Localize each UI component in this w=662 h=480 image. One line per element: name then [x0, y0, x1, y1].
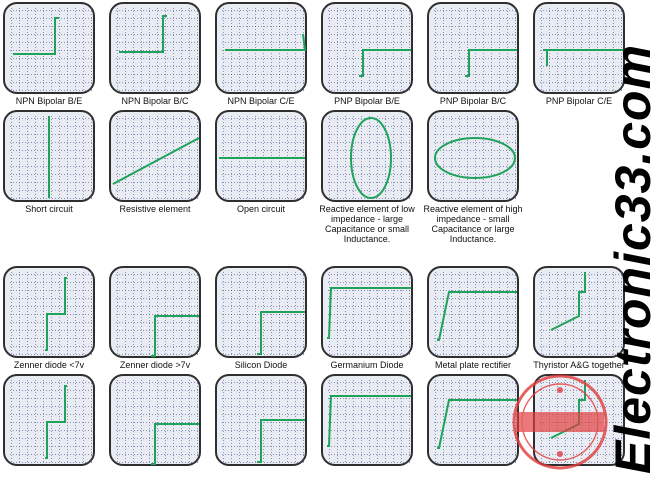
tile-caption: Reactive element of low impedance - large Capacitance or small Inductance.	[319, 204, 415, 244]
signature-tile	[3, 374, 95, 466]
pnp-bc-curve-icon	[429, 4, 517, 92]
wide-ellipse-curve-icon	[429, 112, 517, 200]
signature-tile	[427, 374, 519, 466]
signature-tile	[427, 2, 519, 94]
signature-tile	[321, 110, 413, 202]
zener-high-curve-icon	[111, 376, 199, 464]
tile-caption: PNP Bipolar C/E	[545, 96, 613, 106]
tile-caption: Zenner diode >7v	[119, 360, 191, 370]
signature-tile	[109, 374, 201, 466]
signature-tile	[321, 374, 413, 466]
tile-caption: Resistive element	[119, 204, 191, 214]
open-circuit-curve-icon	[217, 112, 305, 200]
tile-caption: Reactive element of high impedance - small Capacitance or large Inductance.	[423, 204, 523, 244]
tile-caption: Short circuit	[25, 204, 73, 214]
signature-tile	[427, 266, 519, 358]
tile-caption: NPN Bipolar B/C	[121, 96, 189, 106]
metal-rectifier-curve-icon	[429, 376, 517, 464]
signature-tile	[321, 266, 413, 358]
watermark-stamp-icon	[510, 372, 610, 472]
silicon-diode-curve-icon	[217, 376, 305, 464]
tile-caption: NPN Bipolar B/E	[15, 96, 83, 106]
germanium-diode-curve-icon	[323, 376, 411, 464]
tile-caption: Germanium Diode	[330, 360, 404, 370]
tile-caption: Silicon Diode	[234, 360, 288, 370]
signature-tile	[215, 266, 307, 358]
tall-ellipse-curve-icon	[323, 112, 411, 200]
tile-caption: PNP Bipolar B/C	[439, 96, 507, 106]
signature-tile	[215, 110, 307, 202]
tile-caption: PNP Bipolar B/E	[334, 96, 400, 106]
watermark-text: Electronic33.com	[605, 43, 661, 474]
pnp-be-curve-icon	[323, 4, 411, 92]
zener-high-curve-icon	[111, 268, 199, 356]
signature-tile	[3, 2, 95, 94]
npn-bc-curve-icon	[111, 4, 199, 92]
signature-tile	[3, 266, 95, 358]
zener-low-curve-icon	[5, 376, 93, 464]
npn-ce-curve-icon	[217, 4, 305, 92]
tile-caption: Zenner diode <7v	[13, 360, 85, 370]
germanium-diode-curve-icon	[323, 268, 411, 356]
signature-tile	[109, 2, 201, 94]
signature-tile	[215, 2, 307, 94]
npn-be-curve-icon	[5, 4, 93, 92]
short-circuit-curve-icon	[5, 112, 93, 200]
tile-caption: Metal plate rectifier	[434, 360, 512, 370]
tile-caption: NPN Bipolar C/E	[227, 96, 295, 106]
tile-caption: Open circuit	[236, 204, 286, 214]
resistive-curve-icon	[111, 112, 199, 200]
tile-caption: Thyristor A&G together	[533, 360, 625, 370]
zener-low-curve-icon	[5, 268, 93, 356]
metal-rectifier-curve-icon	[429, 268, 517, 356]
signature-tile	[3, 110, 95, 202]
signature-tile	[215, 374, 307, 466]
silicon-diode-curve-icon	[217, 268, 305, 356]
signature-tile	[427, 110, 519, 202]
signature-tile	[109, 266, 201, 358]
signature-tile	[109, 110, 201, 202]
signature-tile	[321, 2, 413, 94]
